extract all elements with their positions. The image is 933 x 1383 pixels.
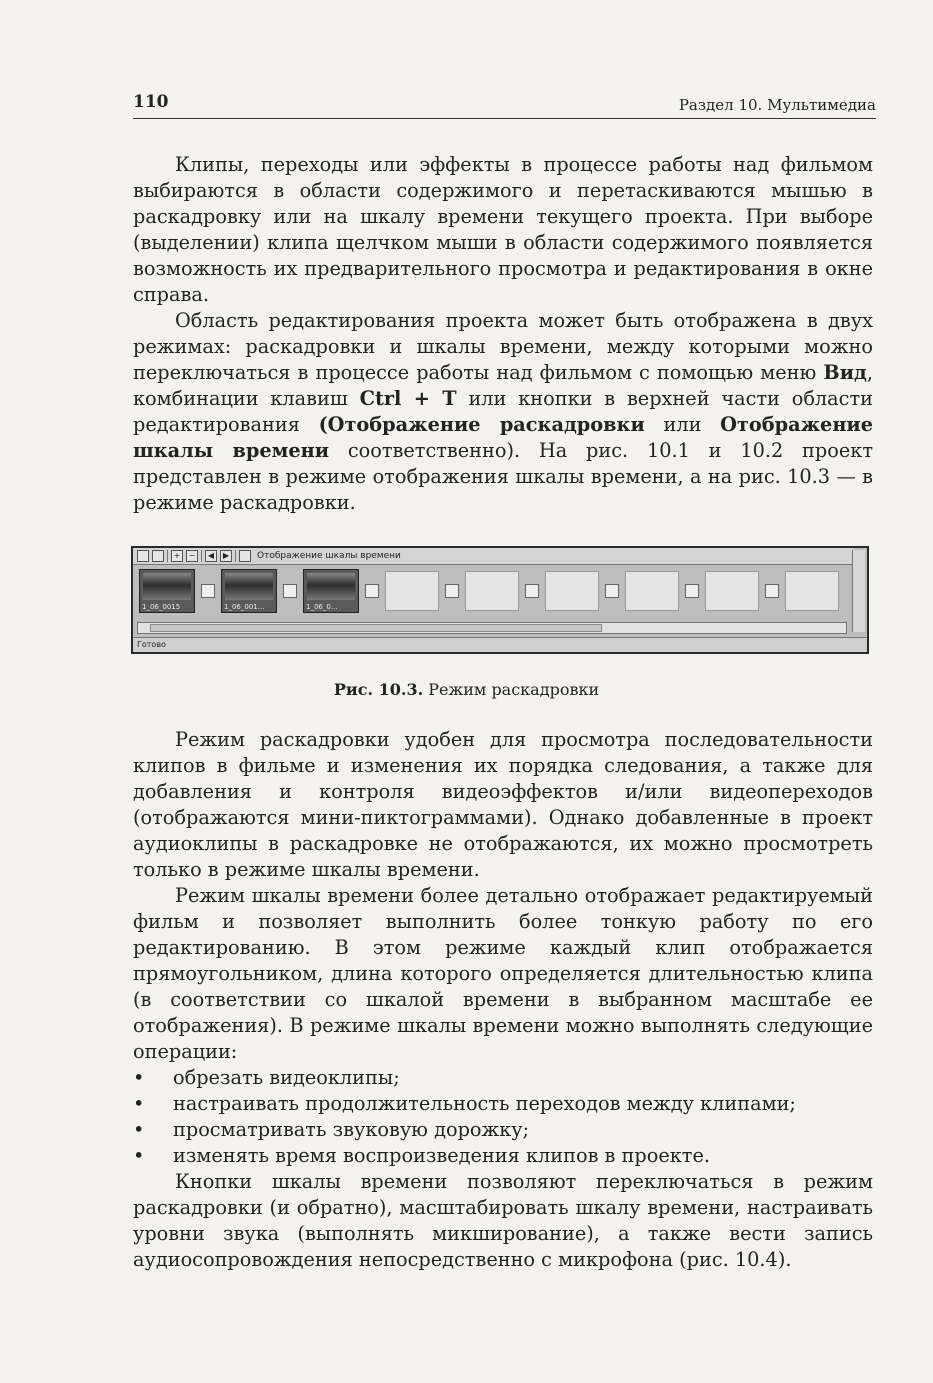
bullet-icon: •: [133, 1066, 145, 1089]
para2-text-1: Область редактирования проекта может быть отображена в двух режимах: раскадровки и шкалы времени, между которыми можно переключаться в процессе работы над фильмом с помощью меню: [133, 309, 873, 384]
transition-slot: [765, 584, 779, 598]
list-item: [133, 1143, 873, 1169]
button-name-timeline: Отображение шкалы времени: [133, 413, 873, 462]
list-item: [133, 1117, 873, 1143]
paragraph-1: Клипы, переходы или эффекты в процессе работы над фильмом выбираются в области содержимого и перетаскиваются мышью в раскадровку или на шкалу времени текущего проекта. При выборе (выделении) клипа щелчком мыши в области содержимого появляется возможность их предварительного просмотра и редактирования в окне справа.: [133, 153, 873, 306]
timeline-icon: [239, 550, 251, 562]
section-title: Раздел 10. Мультимедиа: [678, 96, 876, 114]
transition-slot: [525, 584, 539, 598]
bullet-icon: •: [133, 1118, 145, 1141]
empty-clip-slot: [785, 571, 839, 611]
list-item-text: изменять время воспроизведения клипов в проекте.: [173, 1144, 711, 1167]
rewind-icon: ◀: [205, 550, 217, 562]
empty-clip-slot: [385, 571, 439, 611]
caption-text: Режим раскадровки: [423, 680, 600, 699]
paragraph-5: Кнопки шкалы времени позволяют переключаться в режим раскадровки (и обратно), масштабировать шкалу времени, настраивать уровни звука (выполнять микширование), а также вести запись аудиосопровождения непосредственно с микрофона (рис. 10.4).: [133, 1170, 873, 1271]
toolbar-divider: [167, 550, 168, 562]
list-item: [133, 1065, 873, 1091]
empty-clip-slot: [625, 571, 679, 611]
clip-caption: 1_06_0015: [142, 603, 181, 611]
vertical-scrollbar: [852, 550, 865, 632]
transition-slot: [685, 584, 699, 598]
list-item-text: просматривать звуковую дорожку;: [173, 1118, 530, 1141]
body-text-bottom: [133, 727, 873, 1273]
page-header: [133, 88, 876, 119]
transition-slot: [445, 584, 459, 598]
paragraph-3: Режим раскадровки удобен для просмотра последовательности клипов в фильме и изменения их порядка следования, а также для добавления и контроля видеоэффектов и/или видеопереходов (отображаются мини-пиктограммами). Однако добавленные в проект аудиоклипы в раскадровке не отображаются, их можно просмотреть только в режиме шкалы времени.: [133, 728, 873, 881]
figure-caption: [0, 680, 933, 699]
play-icon: ▶: [220, 550, 232, 562]
para2-text-2: , комбинации клавиш: [133, 361, 873, 410]
storyboard-icon: [137, 550, 149, 562]
clip-1: [139, 569, 195, 613]
clip-caption: 1_06_001...: [224, 603, 265, 611]
paragraph-2: [133, 308, 873, 516]
empty-clip-slot: [705, 571, 759, 611]
para2-text-5: соответственно). На рис. 10.1 и 10.2 проект представлен в режиме отображения шкалы времени, а на рис. 10.3 — в режиме раскадровки.: [133, 439, 873, 514]
toolbar-label: Отображение шкалы времени: [257, 551, 401, 561]
storyboard-strip: [139, 568, 847, 614]
horizontal-scrollbar: [137, 622, 847, 634]
storyboard-screenshot: [131, 546, 869, 654]
operations-list: [133, 1065, 873, 1169]
list-item-text: обрезать видеоклипы;: [173, 1066, 400, 1089]
status-bar: Готово: [133, 637, 867, 652]
page-number: 110: [133, 92, 169, 112]
zoom-out-icon: −: [186, 550, 198, 562]
body-text-top: [133, 152, 873, 516]
button-name-storyboard: (Отображение раскадровки: [318, 413, 645, 436]
figure-toolbar: [133, 548, 853, 565]
transition-slot: [365, 584, 379, 598]
narrate-icon: [152, 550, 164, 562]
shortcut-ctrl-t: Ctrl + T: [359, 387, 457, 410]
clip-2: [221, 569, 277, 613]
paragraph-4: Режим шкалы времени более детально отображает редактируемый фильм и позволяет выполнить более тонкую работу по его редактированию. В этом режиме каждый клип отображается прямоугольником, длина которого определяется длительностью клипа (в соответствии со шкалой времени в выбранном масштабе ее отображения). В режиме шкалы времени можно выполнять следующие операции:: [133, 884, 873, 1063]
para2-text-3: или кнопки в верхней части области редактирования: [133, 387, 873, 436]
bullet-icon: •: [133, 1092, 145, 1115]
transition-slot: [283, 584, 297, 598]
para2-text-4: или: [644, 413, 721, 436]
clip-caption: 1_06_0...: [306, 603, 338, 611]
transition-slot: [201, 584, 215, 598]
empty-clip-slot: [465, 571, 519, 611]
empty-clip-slot: [545, 571, 599, 611]
list-item: [133, 1091, 873, 1117]
clip-3: [303, 569, 359, 613]
toolbar-divider: [201, 550, 202, 562]
bullet-icon: •: [133, 1144, 145, 1167]
zoom-in-icon: +: [171, 550, 183, 562]
list-item-text: настраивать продолжительность переходов между клипами;: [173, 1092, 796, 1115]
toolbar-divider: [235, 550, 236, 562]
transition-slot: [605, 584, 619, 598]
menu-name-view: Вид: [823, 361, 867, 384]
caption-label: Рис. 10.3.: [333, 680, 424, 699]
